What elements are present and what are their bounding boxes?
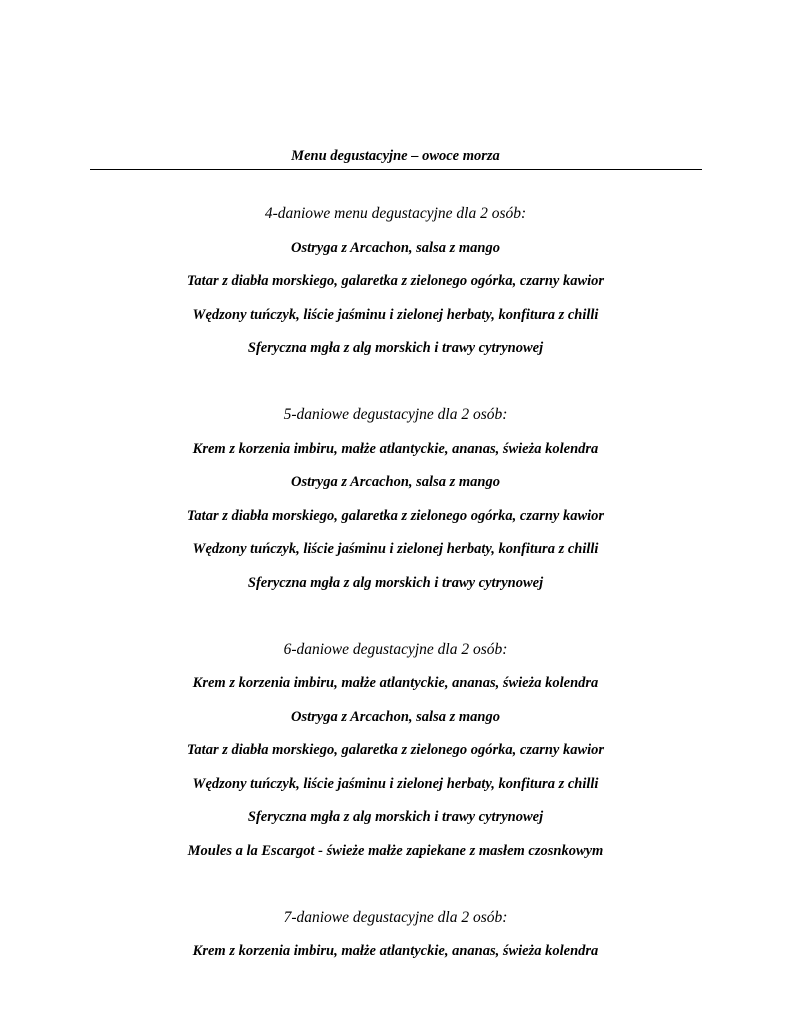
title-divider (90, 169, 702, 170)
dish-item: Tatar z diabła morskiego, galaretka z zielonego ogórka, czarny kawior (186, 742, 605, 758)
section-heading: 7-daniowe degustacyjne dla 2 osób: (283, 908, 508, 926)
dish-item: Sferyczna mgła z alg morskich i trawy cytrynowej (247, 574, 544, 591)
section-heading: 5-daniowe degustacyjne dla 2 osób: (283, 406, 508, 423)
dish-item: Ostryga z Arcachon, salsa z mango (291, 239, 500, 256)
dish-item: Krem z korzenia imbiru, małże atlantyckie, ananas, świeża kolendra (192, 440, 599, 457)
menu-section-6-course (0, 638, 791, 873)
menu-section-5-course (0, 403, 791, 604)
dish-item: Moules a la Escargot - świeże małże zapiekane z masłem czosnkowym (187, 842, 604, 859)
menu-sections (0, 202, 791, 1006)
section-heading: 4-daniowe menu degustacyjne dla 2 osób: (264, 205, 527, 222)
dish-item: Ostryga z Arcachon, salsa z mango (291, 474, 500, 490)
dish-item: Wędzony tuńczyk, liście jaśminu i zielonej herbaty, konfitura z chilli (192, 541, 599, 557)
dish-item: Sferyczna mgła z alg morskich i trawy cytrynowej (247, 809, 544, 825)
dish-item: Sferyczna mgła z alg morskich i trawy cytrynowej (247, 340, 544, 356)
dish-item: Ostryga z Arcachon, salsa z mango (291, 708, 500, 725)
dish-item: Tatar z diabła morskiego, galaretka z zielonego ogórka, czarny kawior (186, 507, 605, 524)
dish-item: Wędzony tuńczyk, liście jaśminu i zielonej herbaty, konfitura z chilli (192, 775, 599, 792)
dish-item: Krem z korzenia imbiru, małże atlantyckie, ananas, świeża kolendra (192, 943, 599, 959)
dish-item: Wędzony tuńczyk, liście jaśminu i zielonej herbaty, konfitura z chilli (192, 306, 599, 323)
menu-section-7-course (0, 906, 791, 973)
dish-item: Tatar z diabła morskiego, galaretka z zielonego ogórka, czarny kawior (186, 273, 605, 289)
page-title: Menu degustacyjne – owoce morza (291, 148, 500, 164)
menu-section-4-course (0, 202, 791, 370)
section-heading: 6-daniowe degustacyjne dla 2 osób: (283, 640, 508, 658)
dish-item: Krem z korzenia imbiru, małże atlantyckie, ananas, świeża kolendra (192, 675, 599, 691)
